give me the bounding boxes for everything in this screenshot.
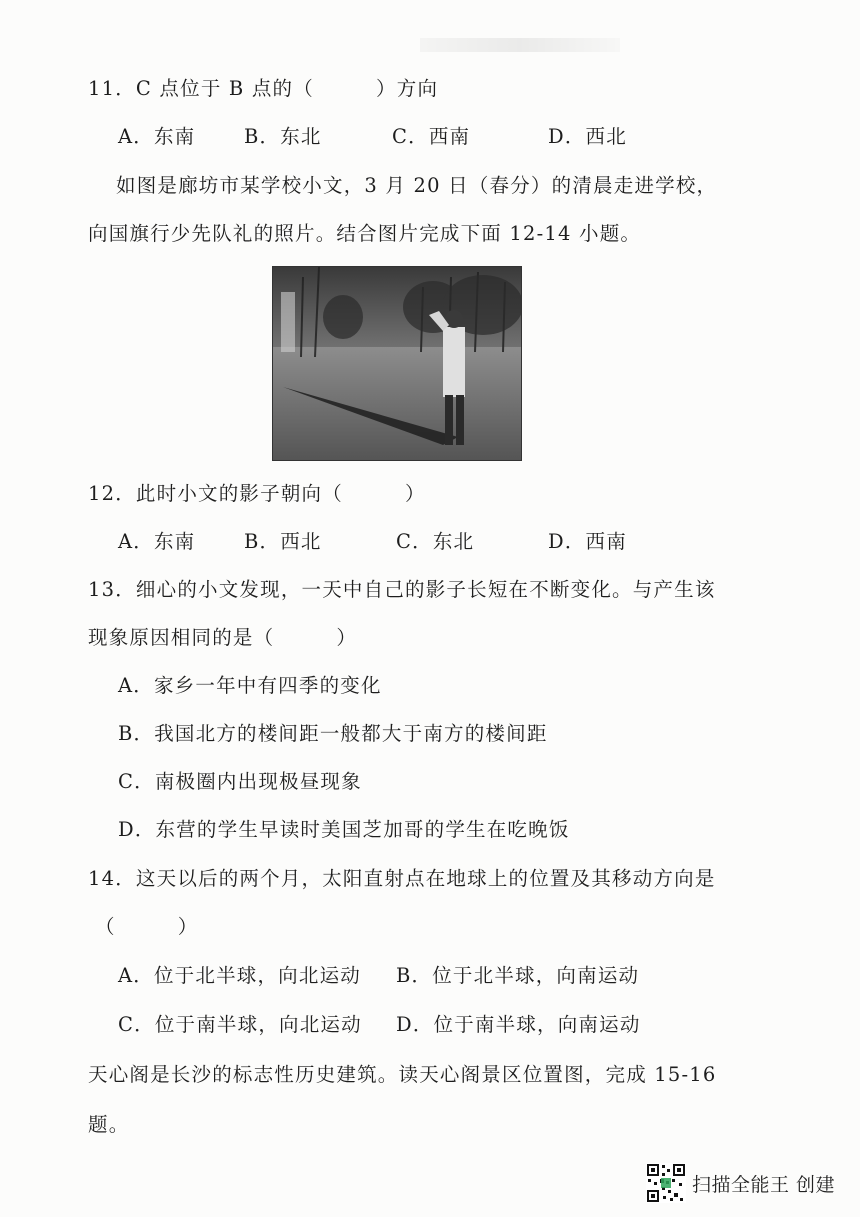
scanner-watermark-text: 扫描全能王 创建: [692, 1174, 836, 1196]
q13-option-d: D．东营的学生早读时美国芝加哥的学生在吃晚饭: [118, 818, 570, 841]
scan-smudge: [420, 38, 620, 52]
q11-option-d: D．西北: [548, 125, 627, 148]
q12-option-d: D．西南: [548, 530, 627, 553]
q13-option-b: B．我国北方的楼间距一般都大于南方的楼间距: [118, 722, 548, 745]
question-11-stem: 11．C 点位于 B 点的（ ）方向: [88, 77, 439, 100]
intro-15-16-line1: 天心阁是长沙的标志性历史建筑。读天心阁景区位置图，完成 15-16: [88, 1063, 717, 1086]
q12-option-a: A．东南: [118, 530, 196, 553]
q13-option-a: A．家乡一年中有四季的变化: [118, 674, 382, 697]
intro-12-14-line2: 向国旗行少先队礼的照片。结合图片完成下面 12-14 小题。: [88, 222, 642, 245]
photo-illustration: [273, 267, 521, 460]
student-salute-photo: [272, 266, 522, 461]
q14-option-a: A．位于北半球，向北运动: [118, 964, 361, 987]
qr-code-icon: [646, 1163, 686, 1203]
q12-option-b: B．西北: [244, 530, 322, 553]
q11-option-b: B．东北: [244, 125, 322, 148]
q13-option-c: C．南极圈内出现极昼现象: [118, 770, 362, 793]
q11-option-c: C．西南: [392, 125, 471, 148]
question-14-stem-line2: （ ）: [95, 915, 199, 938]
q14-option-d: D．位于南半球，向南运动: [396, 1013, 641, 1036]
question-13-stem-line2: 现象原因相同的是（ ）: [88, 626, 358, 649]
question-14-stem-line1: 14．这天以后的两个月，太阳直射点在地球上的位置及其移动方向是: [88, 867, 716, 890]
intro-12-14-line1: 如图是廊坊市某学校小文，3 月 20 日（春分）的清晨走进学校，: [116, 174, 718, 197]
q14-option-b: B．位于北半球，向南运动: [396, 964, 640, 987]
q11-option-a: A．东南: [118, 125, 196, 148]
q12-option-c: C．东北: [396, 530, 475, 553]
question-12-stem: 12．此时小文的影子朝向（ ）: [88, 482, 426, 505]
intro-15-16-line2: 题。: [88, 1113, 130, 1136]
q14-option-c: C．位于南半球，向北运动: [118, 1013, 362, 1036]
question-13-stem-line1: 13．细心的小文发现，一天中自己的影子长短在不断变化。与产生该: [88, 578, 716, 601]
